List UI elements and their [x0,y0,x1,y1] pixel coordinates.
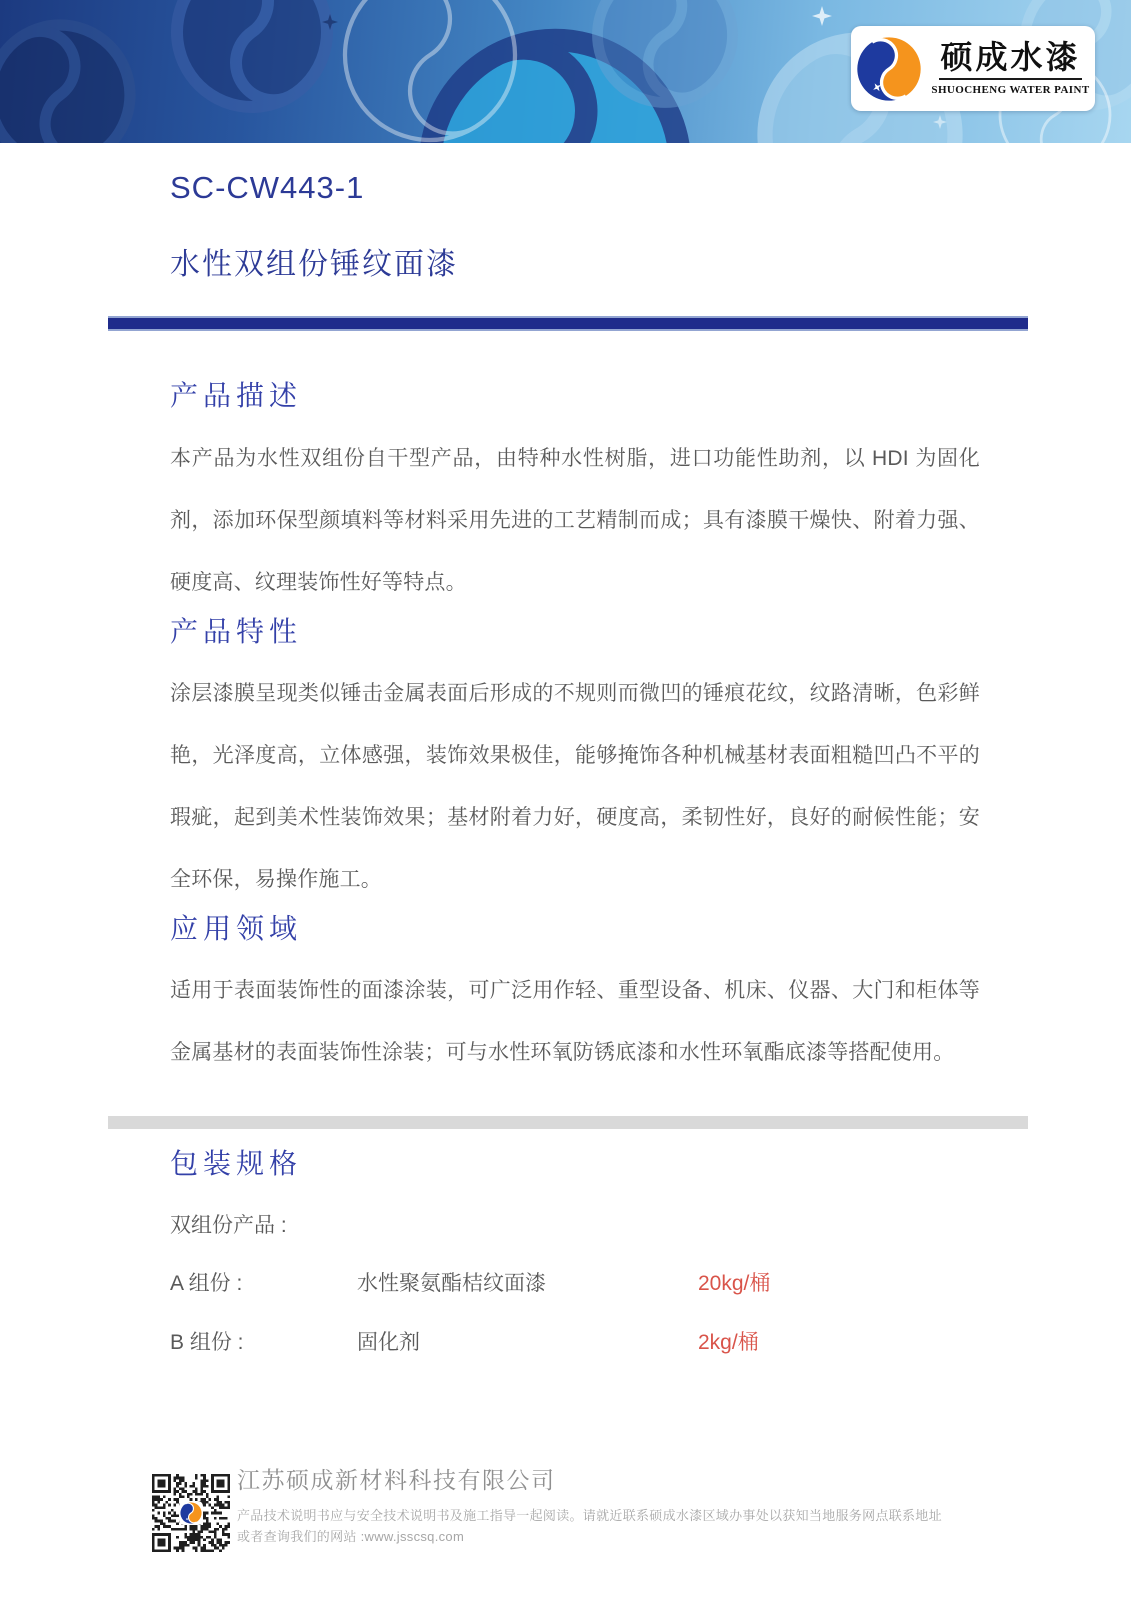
shuocheng-logo-icon [856,36,922,102]
footer [152,1464,942,1552]
section-product-description [170,378,980,613]
section-product-features [170,614,980,911]
component-name: 固化剂 [357,1330,420,1354]
section-heading: 产品描述 [170,380,303,412]
section-paragraph: 本产品为水性双组份自干型产品，由特种水性树脂，进口功能性助剂，以 HDI 为固化剂，添加环保型颜填料等材料采用先进的工艺精制而成；具有漆膜干燥快、附着力强、硬度高、纹理装饰性好等特点。 [170,446,980,594]
packaging-subtitle: 双组份产品 : [170,1213,287,1237]
component-label: B 组份 : [170,1330,244,1354]
packaging-row-b [170,1327,980,1359]
header-banner [0,0,1131,143]
section-heading: 包装规格 [170,1148,303,1180]
footer-text [237,1464,942,1547]
footer-note-line2: 或者查询我们的网站 :www.jsscsq.com [237,1528,465,1544]
navy-divider [108,316,1028,331]
footer-note [237,1505,942,1547]
brand-name-en: SHUOCHENG WATER PAINT [931,84,1090,97]
brand-name-cn: 硕成水漆 [939,41,1081,81]
product-code: SC-CW443-1 [170,170,365,205]
gray-divider [108,1116,1028,1129]
section-packaging-spec [170,1146,980,1358]
footer-note-line1: 产品技术说明书应与安全技术说明书及施工指导一起阅读。请就近联系硕成水漆区域办事处以获知当地服务网点联系地址 [237,1507,942,1523]
section-paragraph: 涂层漆膜呈现类似锤击金属表面后形成的不规则而微凹的锤痕花纹，纹路清晰，色彩鲜艳，光泽度高，立体感强，装饰效果极佳，能够掩饰各种机械基材表面粗糙凹凸不平的瑕疵，起到美术性装饰效果；基材附着力好，硬度高，柔韧性好，良好的耐候性能；安全环保，易操作施工。 [170,682,980,892]
component-label: A 组份 : [170,1272,243,1296]
component-quantity: 2kg/桶 [698,1330,759,1354]
section-heading: 应用领域 [170,913,303,945]
product-name: 水性双组份锤纹面漆 [170,247,458,281]
section-application-areas [170,911,980,1084]
qr-center-logo-icon [179,1501,203,1525]
company-name: 江苏硕成新材料科技有限公司 [237,1467,556,1493]
qr-code-icon [152,1474,230,1552]
section-heading: 产品特性 [170,615,303,647]
content [0,169,1131,1358]
component-name: 水性聚氨酯桔纹面漆 [357,1272,546,1296]
brand-logo [851,26,1095,111]
section-paragraph: 适用于表面装饰性的面漆涂装，可广泛用作轻、重型设备、机床、仪器、大门和柜体等金属基材的表面装饰性涂装；可与水性环氧防锈底漆和水性环氧酯底漆等搭配使用。 [170,979,980,1065]
packaging-row-a [170,1268,980,1300]
component-quantity: 20kg/桶 [698,1272,771,1296]
